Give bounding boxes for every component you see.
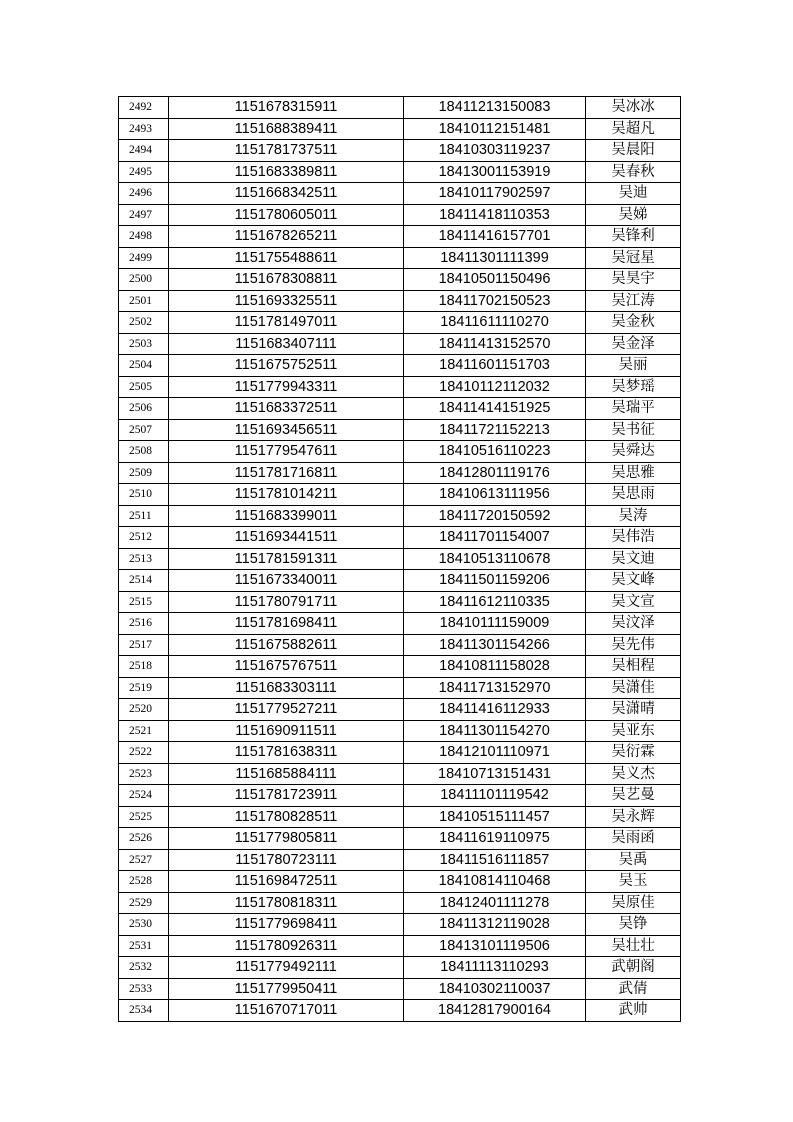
table-row [119, 849, 681, 871]
exam-number-cell: 1151781723911 [169, 785, 404, 807]
table-row [119, 978, 681, 1000]
table-row [119, 398, 681, 420]
table-row [119, 118, 681, 140]
name-cell: 吴冰冰 [586, 97, 681, 119]
exam-number-cell: 1151755488611 [169, 247, 404, 269]
table-row [119, 97, 681, 119]
name-cell: 吴瑞平 [586, 398, 681, 420]
exam-number-cell: 1151693441511 [169, 527, 404, 549]
id-number-cell: 18410513110678 [404, 548, 586, 570]
id-number-cell: 18411713152970 [404, 677, 586, 699]
roster-body [119, 97, 681, 1022]
exam-number-cell: 1151779698411 [169, 914, 404, 936]
exam-number-cell: 1151781716811 [169, 462, 404, 484]
row-index-cell: 2517 [119, 634, 169, 656]
roster-table [118, 96, 681, 1022]
id-number-cell: 18411418110353 [404, 204, 586, 226]
table-row [119, 677, 681, 699]
name-cell: 吴相程 [586, 656, 681, 678]
row-index-cell: 2528 [119, 871, 169, 893]
id-number-cell: 18413101119506 [404, 935, 586, 957]
table-row [119, 140, 681, 162]
id-number-cell: 18411101119542 [404, 785, 586, 807]
id-number-cell: 18411301111399 [404, 247, 586, 269]
name-cell: 吴迪 [586, 183, 681, 205]
exam-number-cell: 1151780605011 [169, 204, 404, 226]
id-number-cell: 18411601151703 [404, 355, 586, 377]
exam-number-cell: 1151781698411 [169, 613, 404, 635]
name-cell: 武倩 [586, 978, 681, 1000]
name-cell: 吴晨阳 [586, 140, 681, 162]
table-row [119, 548, 681, 570]
table-row [119, 247, 681, 269]
id-number-cell: 18410501150496 [404, 269, 586, 291]
exam-number-cell: 1151779492111 [169, 957, 404, 979]
row-index-cell: 2514 [119, 570, 169, 592]
id-number-cell: 18411414151925 [404, 398, 586, 420]
name-cell: 吴春秋 [586, 161, 681, 183]
row-index-cell: 2523 [119, 763, 169, 785]
name-cell: 吴文宣 [586, 591, 681, 613]
row-index-cell: 2508 [119, 441, 169, 463]
name-cell: 吴文峰 [586, 570, 681, 592]
row-index-cell: 2531 [119, 935, 169, 957]
exam-number-cell: 1151683372511 [169, 398, 404, 420]
table-row [119, 441, 681, 463]
table-row [119, 161, 681, 183]
exam-number-cell: 1151780926311 [169, 935, 404, 957]
name-cell: 吴丽 [586, 355, 681, 377]
row-index-cell: 2530 [119, 914, 169, 936]
row-index-cell: 2505 [119, 376, 169, 398]
id-number-cell: 18410117902597 [404, 183, 586, 205]
row-index-cell: 2515 [119, 591, 169, 613]
id-number-cell: 18410112112032 [404, 376, 586, 398]
table-row [119, 742, 681, 764]
id-number-cell: 18411416112933 [404, 699, 586, 721]
row-index-cell: 2509 [119, 462, 169, 484]
id-number-cell: 18411721152213 [404, 419, 586, 441]
table-row [119, 871, 681, 893]
table-row [119, 419, 681, 441]
row-index-cell: 2496 [119, 183, 169, 205]
row-index-cell: 2500 [119, 269, 169, 291]
table-row [119, 785, 681, 807]
exam-number-cell: 1151683303111 [169, 677, 404, 699]
table-row [119, 828, 681, 850]
table-row [119, 935, 681, 957]
name-cell: 吴亚东 [586, 720, 681, 742]
row-index-cell: 2524 [119, 785, 169, 807]
name-cell: 吴冠星 [586, 247, 681, 269]
id-number-cell: 18411501159206 [404, 570, 586, 592]
table-row [119, 462, 681, 484]
row-index-cell: 2525 [119, 806, 169, 828]
id-number-cell: 18412401111278 [404, 892, 586, 914]
exam-number-cell: 1151678315911 [169, 97, 404, 119]
id-number-cell: 18410613111956 [404, 484, 586, 506]
row-index-cell: 2507 [119, 419, 169, 441]
name-cell: 武帅 [586, 1000, 681, 1022]
exam-number-cell: 1151780791711 [169, 591, 404, 613]
table-row [119, 527, 681, 549]
name-cell: 吴舜达 [586, 441, 681, 463]
row-index-cell: 2533 [119, 978, 169, 1000]
table-row [119, 957, 681, 979]
exam-number-cell: 1151675767511 [169, 656, 404, 678]
id-number-cell: 18411113110293 [404, 957, 586, 979]
table-row [119, 634, 681, 656]
row-index-cell: 2498 [119, 226, 169, 248]
name-cell: 吴衍霖 [586, 742, 681, 764]
exam-number-cell: 1151781638311 [169, 742, 404, 764]
exam-number-cell: 1151693456511 [169, 419, 404, 441]
name-cell: 吴江涛 [586, 290, 681, 312]
name-cell: 吴超凡 [586, 118, 681, 140]
name-cell: 吴思雅 [586, 462, 681, 484]
table-row [119, 892, 681, 914]
name-cell: 吴壮壮 [586, 935, 681, 957]
table-row [119, 204, 681, 226]
table-row [119, 505, 681, 527]
id-number-cell: 18412801119176 [404, 462, 586, 484]
exam-number-cell: 1151779943311 [169, 376, 404, 398]
id-number-cell: 18411611110270 [404, 312, 586, 334]
id-number-cell: 18411702150523 [404, 290, 586, 312]
row-index-cell: 2501 [119, 290, 169, 312]
exam-number-cell: 1151683407111 [169, 333, 404, 355]
id-number-cell: 18410811158028 [404, 656, 586, 678]
exam-number-cell: 1151690911511 [169, 720, 404, 742]
id-number-cell: 18411416157701 [404, 226, 586, 248]
exam-number-cell: 1151779805811 [169, 828, 404, 850]
row-index-cell: 2522 [119, 742, 169, 764]
id-number-cell: 18410112151481 [404, 118, 586, 140]
id-number-cell: 18411720150592 [404, 505, 586, 527]
name-cell: 武朝阁 [586, 957, 681, 979]
id-number-cell: 18411213150083 [404, 97, 586, 119]
row-index-cell: 2497 [119, 204, 169, 226]
name-cell: 吴潇晴 [586, 699, 681, 721]
name-cell: 吴潇佳 [586, 677, 681, 699]
table-row [119, 290, 681, 312]
exam-number-cell: 1151688389411 [169, 118, 404, 140]
id-number-cell: 18411516111857 [404, 849, 586, 871]
row-index-cell: 2520 [119, 699, 169, 721]
name-cell: 吴书征 [586, 419, 681, 441]
table-row [119, 656, 681, 678]
row-index-cell: 2516 [119, 613, 169, 635]
name-cell: 吴娣 [586, 204, 681, 226]
id-number-cell: 18410302110037 [404, 978, 586, 1000]
name-cell: 吴金秋 [586, 312, 681, 334]
row-index-cell: 2502 [119, 312, 169, 334]
row-index-cell: 2518 [119, 656, 169, 678]
row-index-cell: 2510 [119, 484, 169, 506]
exam-number-cell: 1151675882611 [169, 634, 404, 656]
exam-number-cell: 1151780818311 [169, 892, 404, 914]
row-index-cell: 2527 [119, 849, 169, 871]
id-number-cell: 18411612110335 [404, 591, 586, 613]
id-number-cell: 18411619110975 [404, 828, 586, 850]
exam-number-cell: 1151693325511 [169, 290, 404, 312]
exam-number-cell: 1151779547611 [169, 441, 404, 463]
name-cell: 吴艺曼 [586, 785, 681, 807]
name-cell: 吴涛 [586, 505, 681, 527]
id-number-cell: 18412101110971 [404, 742, 586, 764]
exam-number-cell: 1151683399011 [169, 505, 404, 527]
row-index-cell: 2513 [119, 548, 169, 570]
name-cell: 吴雨函 [586, 828, 681, 850]
exam-number-cell: 1151780723111 [169, 849, 404, 871]
row-index-cell: 2534 [119, 1000, 169, 1022]
id-number-cell: 18412817900164 [404, 1000, 586, 1022]
table-row [119, 333, 681, 355]
row-index-cell: 2532 [119, 957, 169, 979]
row-index-cell: 2506 [119, 398, 169, 420]
exam-number-cell: 1151698472511 [169, 871, 404, 893]
name-cell: 吴原佳 [586, 892, 681, 914]
exam-number-cell: 1151781497011 [169, 312, 404, 334]
table-row [119, 376, 681, 398]
exam-number-cell: 1151675752511 [169, 355, 404, 377]
name-cell: 吴昊宇 [586, 269, 681, 291]
table-row [119, 699, 681, 721]
name-cell: 吴伟浩 [586, 527, 681, 549]
id-number-cell: 18410814110468 [404, 871, 586, 893]
name-cell: 吴文迪 [586, 548, 681, 570]
row-index-cell: 2492 [119, 97, 169, 119]
exam-number-cell: 1151779527211 [169, 699, 404, 721]
row-index-cell: 2521 [119, 720, 169, 742]
table-row [119, 226, 681, 248]
exam-number-cell: 1151683389811 [169, 161, 404, 183]
name-cell: 吴禹 [586, 849, 681, 871]
id-number-cell: 18410111159009 [404, 613, 586, 635]
exam-number-cell: 1151678308811 [169, 269, 404, 291]
exam-number-cell: 1151779950411 [169, 978, 404, 1000]
row-index-cell: 2519 [119, 677, 169, 699]
row-index-cell: 2495 [119, 161, 169, 183]
name-cell: 吴先伟 [586, 634, 681, 656]
id-number-cell: 18411301154270 [404, 720, 586, 742]
exam-number-cell: 1151781591311 [169, 548, 404, 570]
name-cell: 吴汶泽 [586, 613, 681, 635]
row-index-cell: 2499 [119, 247, 169, 269]
table-row [119, 763, 681, 785]
id-number-cell: 18411301154266 [404, 634, 586, 656]
id-number-cell: 18411413152570 [404, 333, 586, 355]
table-row [119, 269, 681, 291]
row-index-cell: 2529 [119, 892, 169, 914]
name-cell: 吴玉 [586, 871, 681, 893]
table-row [119, 312, 681, 334]
exam-number-cell: 1151781737511 [169, 140, 404, 162]
id-number-cell: 18410515111457 [404, 806, 586, 828]
row-index-cell: 2493 [119, 118, 169, 140]
exam-number-cell: 1151668342511 [169, 183, 404, 205]
name-cell: 吴思雨 [586, 484, 681, 506]
id-number-cell: 18410713151431 [404, 763, 586, 785]
row-index-cell: 2512 [119, 527, 169, 549]
table-row [119, 591, 681, 613]
exam-number-cell: 1151670717011 [169, 1000, 404, 1022]
table-row [119, 183, 681, 205]
table-row [119, 613, 681, 635]
name-cell: 吴金泽 [586, 333, 681, 355]
name-cell: 吴锋利 [586, 226, 681, 248]
name-cell: 吴永辉 [586, 806, 681, 828]
name-cell: 吴铮 [586, 914, 681, 936]
id-number-cell: 18410516110223 [404, 441, 586, 463]
id-number-cell: 18413001153919 [404, 161, 586, 183]
row-index-cell: 2504 [119, 355, 169, 377]
table-row [119, 914, 681, 936]
row-index-cell: 2526 [119, 828, 169, 850]
id-number-cell: 18410303119237 [404, 140, 586, 162]
table-row [119, 1000, 681, 1022]
row-index-cell: 2511 [119, 505, 169, 527]
table-row [119, 806, 681, 828]
id-number-cell: 18411701154007 [404, 527, 586, 549]
exam-number-cell: 1151673340011 [169, 570, 404, 592]
exam-number-cell: 1151781014211 [169, 484, 404, 506]
id-number-cell: 18411312119028 [404, 914, 586, 936]
exam-number-cell: 1151780828511 [169, 806, 404, 828]
table-row [119, 570, 681, 592]
row-index-cell: 2494 [119, 140, 169, 162]
table-row [119, 720, 681, 742]
exam-number-cell: 1151685884111 [169, 763, 404, 785]
name-cell: 吴义杰 [586, 763, 681, 785]
name-cell: 吴梦瑶 [586, 376, 681, 398]
row-index-cell: 2503 [119, 333, 169, 355]
exam-number-cell: 1151678265211 [169, 226, 404, 248]
table-row [119, 484, 681, 506]
table-row [119, 355, 681, 377]
